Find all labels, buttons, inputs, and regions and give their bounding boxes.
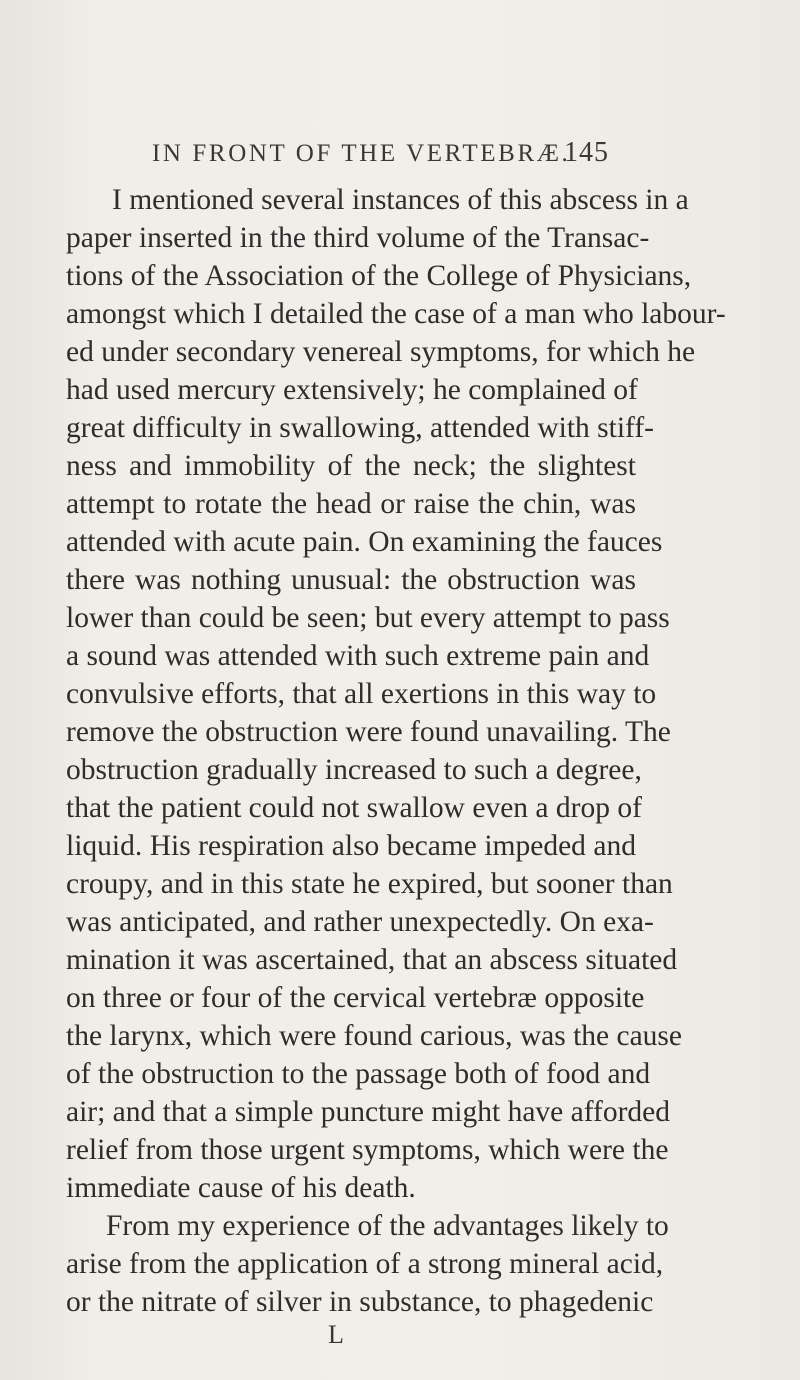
text-line: I mentioned several instances of this abscess in a [112, 184, 689, 216]
text-line: that the patient could not swallow even a drop of [66, 792, 642, 824]
text-line: arise from the application of a strong mineral acid, [66, 1248, 664, 1280]
text-line: paper inserted in the third volume of the Transac- [66, 222, 650, 254]
text-line: on three or four of the cervical vertebræ opposite [66, 982, 645, 1014]
text-line: of the obstruction to the passage both of food and [66, 1058, 651, 1090]
text-line: attempt to rotate the head or raise the chin, was [66, 488, 636, 520]
text-line: remove the obstruction were found unavailing. The [66, 716, 671, 748]
text-line: amongst which I detailed the case of a man who labour- [66, 298, 726, 330]
text-line: tions of the Association of the College of Physicians, [66, 260, 692, 292]
text-line: convulsive efforts, that all exertions in this way to [66, 678, 657, 710]
text-line: the larynx, which were found carious, was the cause [66, 1020, 682, 1052]
page-number: 145 [564, 137, 609, 168]
text-line: had used mercury extensively; he complained of [66, 374, 638, 406]
text-line: ness and immobility of the neck; the slightest [66, 450, 636, 482]
text-line: From my experience of the advantages likely to [106, 1210, 669, 1242]
text-line: attended with acute pain. On examining the fauces [66, 526, 663, 558]
text-line: or the nitrate of silver in substance, to phagedenic [66, 1286, 654, 1318]
text-line: a sound was attended with such extreme pain and [66, 640, 650, 672]
text-line: immediate cause of his death. [66, 1172, 416, 1204]
text-line: was anticipated, and rather unexpectedly. On exa- [66, 906, 654, 938]
text-line: croupy, and in this state he expired, but sooner than [66, 868, 673, 900]
text-line: relief from those urgent symptoms, which were the [66, 1134, 669, 1166]
text-line: lower than could be seen; but every attempt to pass [66, 602, 670, 634]
running-head-title: IN FRONT OF THE VERTEBRÆ. [152, 140, 571, 167]
signature-mark: L [328, 1320, 344, 1349]
text-line: ed under secondary venereal symptoms, for which he [66, 336, 696, 368]
text-line: there was nothing unusual: the obstruction was [66, 564, 636, 596]
text-line: great difficulty in swallowing, attended with stiff- [66, 412, 654, 444]
text-line: air; and that a simple puncture might have afforded [66, 1096, 671, 1128]
text-line: liquid. His respiration also became impeded and [66, 830, 636, 862]
text-line: obstruction gradually increased to such a degree, [66, 754, 642, 786]
text-line: mination it was ascertained, that an abscess situated [66, 944, 678, 976]
